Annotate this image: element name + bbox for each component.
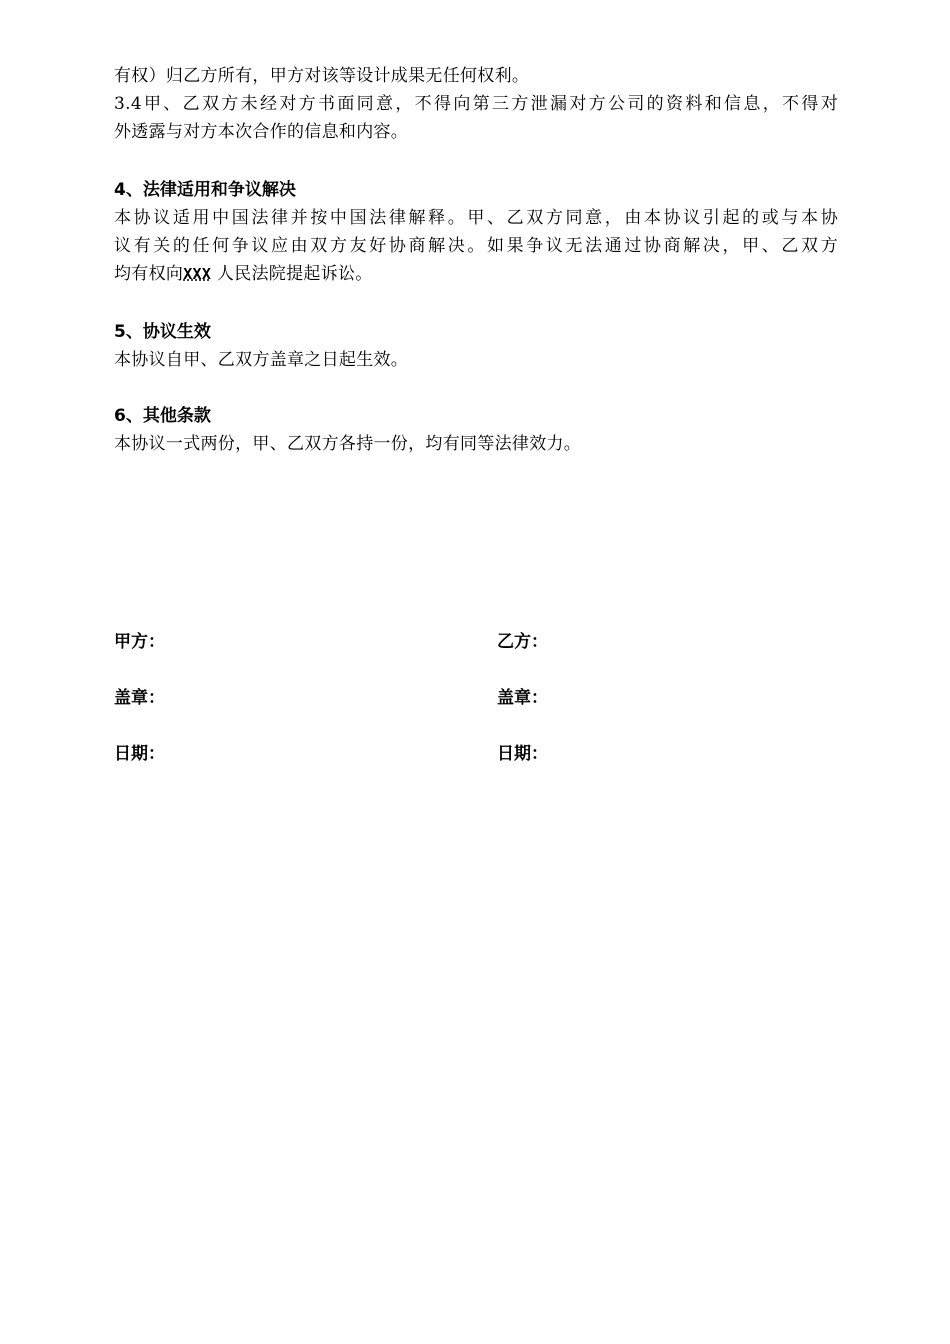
party-b-label: 乙方： [497,632,548,652]
seal-b-label: 盖章： [497,688,548,708]
party-a-label: 甲方： [114,632,165,652]
section4-line3-prefix: 均有权向 [114,264,184,284]
section4-line3-suffix: 人民法院提起诉讼。 [211,264,373,284]
section6-line1: 本协议一式两份，甲、乙双方各持一份，均有同等法律效力。 [114,434,582,454]
section4-line3 [114,260,838,288]
section4-line2: 议有关的任何争议应由双方友好协商解决。如果争议无法通过协商解决，甲、乙双方 [114,236,838,256]
section3-line1: 有权）归乙方所有，甲方对该等设计成果无任何权利。 [114,66,530,86]
clause-3-4-line1: 3.4甲、乙双方未经对方书面同意，不得向第三方泄漏对方公司的资料和信息，不得对 [114,94,838,114]
court-placeholder: XXX [183,265,212,283]
seal-a-label: 盖章： [114,688,165,708]
section5-line1: 本协议自甲、乙双方盖章之日起生效。 [114,350,409,370]
clause-3-4-line2: 外透露与对方本次合作的信息和内容。 [114,122,409,142]
section5-heading: 5、协议生效 [114,322,211,342]
section4-heading: 4、法律适用和争议解决 [114,180,296,200]
section4-line1: 本协议适用中国法律并按中国法律解释。甲、乙双方同意，由本协议引起的或与本协 [114,208,838,228]
date-b-label: 日期： [497,744,548,764]
section6-heading: 6、其他条款 [114,406,211,426]
date-a-label: 日期： [114,744,165,764]
